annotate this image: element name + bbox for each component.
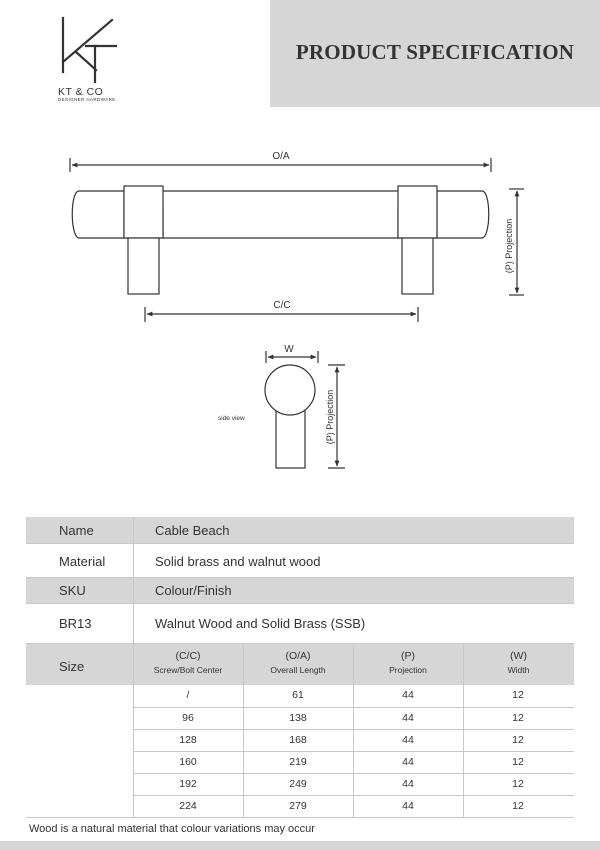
- finish-label: Colour/Finish: [155, 583, 232, 598]
- bottom-bar: [0, 841, 600, 849]
- side-view-circle: [265, 365, 315, 415]
- material-label: Material: [59, 554, 106, 569]
- size-label: Size: [59, 659, 85, 674]
- sku-row: [26, 577, 574, 603]
- right-bar-end: [437, 191, 489, 238]
- left-collar-body: [124, 186, 163, 238]
- col-p-header: (P) Projection: [389, 650, 427, 675]
- col-oa-header: (O/A) Overall Length: [270, 650, 326, 675]
- side-projection-label: (P) Projection: [325, 389, 335, 445]
- width-label: W: [284, 344, 294, 355]
- col-cc-header: (C/C) Screw/Bolt Center: [153, 650, 223, 675]
- sku-label: SKU: [59, 583, 86, 598]
- material-row: [26, 543, 574, 577]
- name-value: Cable Beach: [155, 523, 230, 538]
- cc-label: C/C: [273, 300, 291, 311]
- right-collar-body: [398, 186, 437, 238]
- sku-value: BR13: [59, 616, 92, 631]
- left-bar-end: [72, 191, 124, 238]
- right-leg: [402, 238, 433, 294]
- size-header-row: [26, 643, 574, 685]
- material-value: Solid brass and walnut wood: [155, 554, 321, 569]
- footnote: Wood is a natural material that colour variations may occur: [29, 823, 315, 835]
- title-panel: [270, 0, 600, 107]
- finish-value: Walnut Wood and Solid Brass (SSB): [155, 616, 366, 631]
- brand-tagline: DESIGNER HARDWARE: [58, 97, 116, 102]
- side-view-label: side view: [218, 415, 245, 422]
- header: [0, 0, 600, 107]
- sku-value-row: [26, 603, 574, 643]
- col-w-header: (W) Width: [507, 650, 530, 675]
- name-label: Name: [59, 523, 94, 538]
- projection-label: (P) Projection: [504, 218, 514, 274]
- left-leg: [128, 238, 159, 294]
- page-title: PRODUCT SPECIFICATION: [295, 40, 575, 64]
- brand-name: KT & CO: [58, 86, 104, 98]
- kt-logo-mark: [0, 0, 270, 107]
- name-row: [26, 517, 574, 543]
- logo: [0, 0, 270, 107]
- oa-label: O/A: [272, 151, 290, 162]
